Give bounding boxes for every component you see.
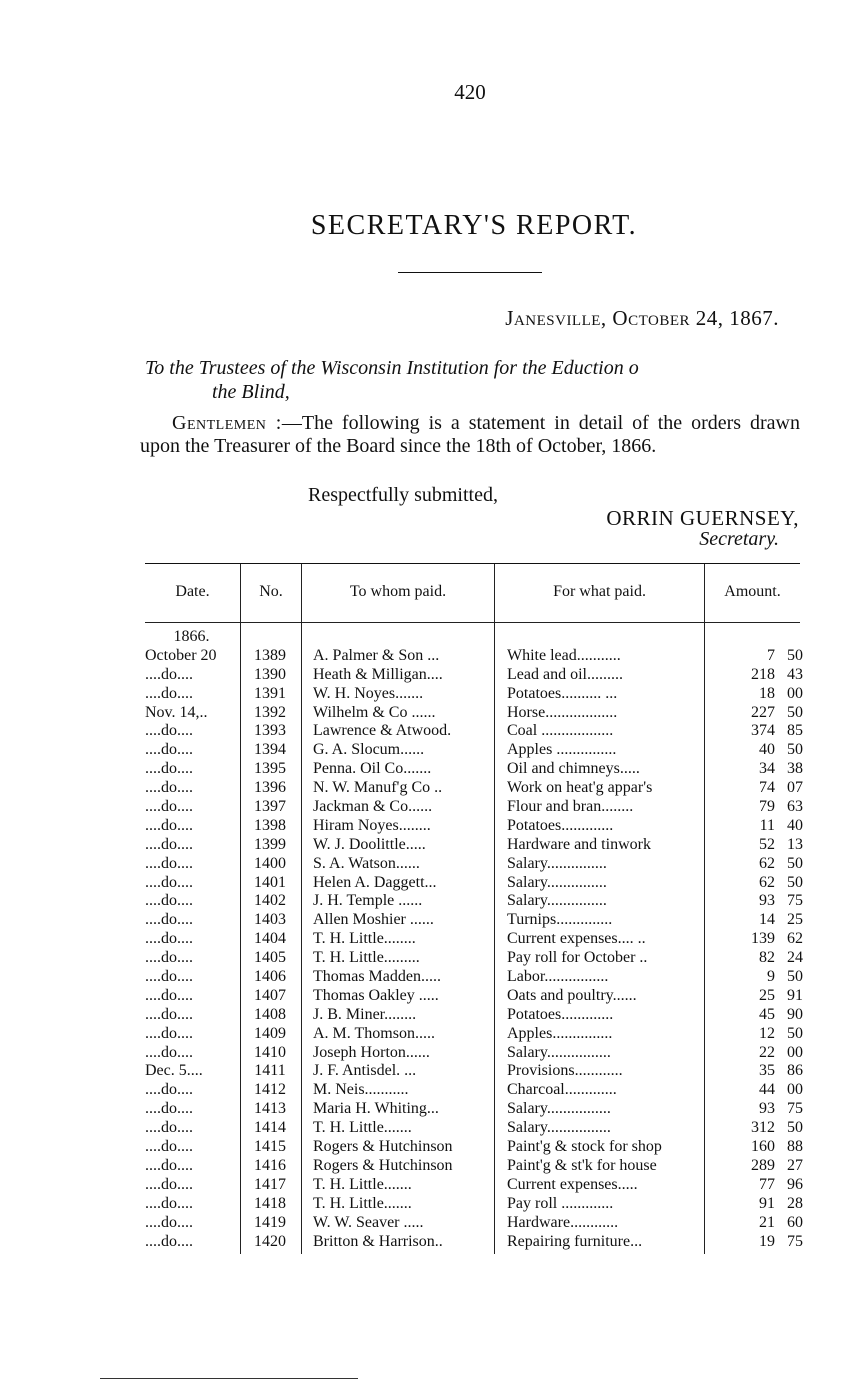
cell-purpose: Oats and poultry...... <box>507 986 637 1004</box>
table-row <box>145 930 803 949</box>
header-for-what: For what paid. <box>553 583 646 600</box>
cell-dollars: 35 <box>759 1062 775 1080</box>
table-row <box>145 1062 803 1081</box>
cell-purpose: Salary................ <box>507 1119 611 1137</box>
cell-cents: 50 <box>787 646 803 664</box>
cell-no: 1400 <box>254 854 286 872</box>
cell-cents: 85 <box>787 722 803 740</box>
cell-no: 1410 <box>254 1043 286 1061</box>
table-row <box>145 1100 803 1119</box>
cell-date: ....do.... <box>145 722 193 740</box>
table-row <box>145 1175 803 1195</box>
cell-purpose: Repairing furniture... <box>507 1232 643 1250</box>
cell-dollars: 218 <box>751 665 775 683</box>
cell-payee: J. F. Antisdel. ... <box>313 1062 417 1080</box>
cell-purpose: Paint'g & stock for shop <box>507 1138 662 1156</box>
cell-dollars: 74 <box>759 779 775 797</box>
cell-dollars: 93 <box>759 892 775 910</box>
cell-purpose: Oil and chimneys..... <box>507 760 640 778</box>
cell-dollars: 77 <box>759 1175 775 1193</box>
table-row <box>145 741 803 760</box>
table-row <box>145 854 803 874</box>
address-line-1: To the Trustees of the Wisconsin Institution for the Educti‌on o <box>145 357 639 379</box>
cell-date: ....do.... <box>145 949 193 967</box>
cell-no: 1413 <box>254 1100 286 1118</box>
table-row <box>145 665 803 685</box>
cell-dollars: 62 <box>759 854 775 872</box>
salutation-text: —The following is a statement in detail of the orders drawn upon the Treasurer of the Board since the 18th of October, 1866. <box>140 412 800 457</box>
header-rule <box>145 622 800 623</box>
cell-no: 1392 <box>254 703 286 721</box>
table-row <box>145 1119 803 1138</box>
cell-date: ....do.... <box>145 1138 193 1156</box>
cell-date: ....do.... <box>145 1043 193 1061</box>
cell-dollars: 14 <box>759 911 775 929</box>
cell-purpose: Lead and oil......... <box>507 665 623 683</box>
cell-date: ....do.... <box>145 854 193 872</box>
cell-no: 1417 <box>254 1175 286 1193</box>
year-row <box>145 628 800 647</box>
cell-no: 1418 <box>254 1194 286 1212</box>
cell-no: 1389 <box>254 646 286 664</box>
cell-date: ....do.... <box>145 1213 193 1231</box>
cell-no: 1403 <box>254 911 286 929</box>
table-row <box>145 1232 803 1252</box>
cell-no: 1408 <box>254 1005 286 1023</box>
cell-date: ....do.... <box>145 968 193 986</box>
cell-dollars: 82 <box>759 949 775 967</box>
address-block <box>145 356 795 404</box>
cell-payee: G. A. Slocum...... <box>313 741 425 759</box>
cell-dollars: 289 <box>751 1156 775 1174</box>
cell-dollars: 62 <box>759 873 775 891</box>
table-row <box>145 722 803 741</box>
cell-payee: S. A. Watson...... <box>313 854 420 872</box>
header-no: No. <box>259 583 283 600</box>
cell-no: 1391 <box>254 684 286 702</box>
cell-cents: 50 <box>787 1119 803 1137</box>
cell-date: ....do.... <box>145 1194 193 1212</box>
cell-cents: 00 <box>787 1081 803 1099</box>
cell-cents: 38 <box>787 760 803 778</box>
cell-dollars: 34 <box>759 760 775 778</box>
cell-date: ....do.... <box>145 1156 193 1174</box>
cell-payee: Rogers & Hutchinson <box>313 1138 453 1156</box>
page-title: SECRETARY'S REPORT. <box>310 210 638 241</box>
cell-dollars: 312 <box>751 1119 775 1137</box>
cell-date: ....do.... <box>145 1081 193 1099</box>
year-label: 1866. <box>173 628 210 645</box>
cell-no: 1405 <box>254 949 286 967</box>
cell-no: 1419 <box>254 1213 286 1231</box>
header-to-whom: To whom paid. <box>349 583 447 600</box>
cell-no: 1395 <box>254 760 286 778</box>
cell-cents: 43 <box>787 665 803 683</box>
cell-payee: J. H. Temple ...... <box>313 892 423 910</box>
closing-line: Respectfully submitted, <box>308 484 498 506</box>
cell-no: 1398 <box>254 816 286 834</box>
cell-date: ....do.... <box>145 760 193 778</box>
table-row <box>145 1024 803 1044</box>
cell-payee: A. M. Thomson..... <box>313 1024 435 1042</box>
cell-purpose: Flour and bran........ <box>507 798 634 816</box>
cell-cents: 91 <box>787 986 803 1004</box>
header-amount: Amount. <box>724 583 781 600</box>
cell-date: ....do.... <box>145 911 193 929</box>
cell-payee: J. B. Miner........ <box>313 1005 417 1023</box>
cell-no: 1399 <box>254 835 286 853</box>
cell-dollars: 21 <box>759 1213 775 1231</box>
cell-purpose: Salary............... <box>507 892 607 910</box>
cell-payee: T. H. Little....... <box>313 1175 412 1193</box>
cell-date: ....do.... <box>145 1119 193 1137</box>
cell-payee: Lawrence & Atwood. <box>313 722 452 740</box>
cell-cents: 50 <box>787 703 803 721</box>
cell-purpose: Labor................ <box>507 968 609 986</box>
cell-cents: 88 <box>787 1138 803 1156</box>
cell-payee: Britton & Harrison.. <box>313 1232 443 1250</box>
cell-dollars: 11 <box>759 816 775 834</box>
cell-purpose: White lead........... <box>507 646 621 664</box>
cell-no: 1396 <box>254 779 286 797</box>
cell-payee: M. Neis........... <box>313 1081 409 1099</box>
cell-dollars: 45 <box>759 1005 775 1023</box>
cell-dollars: 9 <box>767 968 775 986</box>
cell-purpose: Pay roll for October .. <box>507 949 648 967</box>
cell-cents: 28 <box>787 1194 803 1212</box>
cell-no: 1412 <box>254 1081 286 1099</box>
cell-no: 1397 <box>254 798 286 816</box>
table-row <box>145 779 803 798</box>
cell-purpose: Potatoes.......... ... <box>507 684 618 702</box>
table-row <box>145 1081 803 1100</box>
cell-payee: T. H. Little....... <box>313 1194 412 1212</box>
cell-purpose: Turnips.............. <box>507 911 613 929</box>
cell-dollars: 40 <box>759 741 775 759</box>
cell-dollars: 79 <box>759 798 775 816</box>
cell-no: 1415 <box>254 1138 286 1156</box>
cell-cents: 50 <box>787 968 803 986</box>
cell-cents: 75 <box>787 1100 803 1118</box>
cell-date: ....do.... <box>145 816 193 834</box>
cell-purpose: Pay roll ............. <box>507 1194 614 1212</box>
cell-cents: 62 <box>787 930 803 948</box>
table-row <box>145 949 803 968</box>
cell-no: 1393 <box>254 722 286 740</box>
table-row <box>145 684 803 704</box>
cell-purpose: Work on heat'g appar's <box>507 779 653 797</box>
cell-dollars: 91 <box>759 1194 775 1212</box>
cell-date: ....do.... <box>145 1175 193 1193</box>
header-date: Date. <box>175 583 210 600</box>
cell-cents: 75 <box>787 1232 803 1250</box>
table-row <box>145 646 803 666</box>
cell-dollars: 25 <box>759 986 775 1004</box>
table-body <box>145 628 803 1251</box>
cell-no: 1401 <box>254 873 286 891</box>
orders-table <box>145 563 803 1254</box>
title-divider <box>398 272 542 273</box>
cell-date: ....do.... <box>145 986 193 1004</box>
cell-cents: 50 <box>787 854 803 872</box>
cell-no: 1420 <box>254 1232 286 1250</box>
table-row <box>145 1194 803 1214</box>
cell-purpose: Paint'g & st'k for house <box>507 1156 657 1174</box>
cell-no: 1402 <box>254 892 286 910</box>
cell-payee: Rogers & Hutchinson <box>313 1156 453 1174</box>
signer-title: Secretary. <box>699 528 779 550</box>
cell-cents: 40 <box>787 816 803 834</box>
cell-date: Dec. 5.... <box>145 1062 203 1080</box>
cell-purpose: Provisions............ <box>507 1062 623 1080</box>
footer-rule <box>100 1378 358 1379</box>
cell-cents: 07 <box>787 779 803 797</box>
table-row <box>145 968 803 987</box>
dateline: Janesville, October 24, 1867. <box>505 306 779 330</box>
cell-dollars: 7 <box>767 646 775 664</box>
cell-purpose: Potatoes............. <box>507 1005 614 1023</box>
table-row <box>145 911 803 930</box>
cell-payee: W. J. Doolittle..... <box>313 835 426 853</box>
cell-cents: 27 <box>787 1156 803 1174</box>
cell-no: 1390 <box>254 665 286 683</box>
signer-name: ORRIN GUERNSEY, <box>606 506 799 530</box>
cell-payee: Wilhelm & Co ...... <box>313 703 436 721</box>
cell-date: ....do.... <box>145 1232 193 1250</box>
cell-cents: 00 <box>787 1043 803 1061</box>
cell-no: 1416 <box>254 1156 286 1174</box>
cell-date: ....do.... <box>145 1005 193 1023</box>
cell-date: ....do.... <box>145 798 193 816</box>
cell-dollars: 19 <box>759 1232 775 1250</box>
cell-payee: W. H. Noyes....... <box>313 684 424 702</box>
cell-purpose: Salary................ <box>507 1043 611 1061</box>
cell-payee: Joseph Horton...... <box>313 1043 430 1061</box>
page-number: 420 <box>454 80 486 104</box>
cell-date: ....do.... <box>145 1100 193 1118</box>
cell-payee: Thomas Oakley ..... <box>313 986 439 1004</box>
cell-purpose: Horse.................. <box>507 703 618 721</box>
table-row <box>145 1138 803 1157</box>
table-row <box>145 835 803 855</box>
cell-date: ....do.... <box>145 779 193 797</box>
cell-payee: T. H. Little........ <box>313 930 416 948</box>
cell-payee: W. W. Seaver ..... <box>313 1213 424 1231</box>
cell-date: ....do.... <box>145 741 193 759</box>
cell-cents: 75 <box>787 892 803 910</box>
cell-no: 1411 <box>254 1062 286 1080</box>
cell-dollars: 18 <box>759 684 775 702</box>
cell-no: 1394 <box>254 741 286 759</box>
cell-no: 1404 <box>254 930 286 948</box>
cell-no: 1407 <box>254 986 286 1004</box>
cell-purpose: Current expenses..... <box>507 1175 638 1193</box>
cell-payee: N. W. Manuf'g Co .. <box>313 779 443 797</box>
table-row <box>145 703 803 723</box>
cell-date: ....do.... <box>145 1024 193 1042</box>
table-row <box>145 1213 803 1233</box>
cell-purpose: Salary............... <box>507 854 607 872</box>
address-line-2: the Blind, <box>212 381 290 403</box>
cell-dollars: 12 <box>759 1024 775 1042</box>
cell-cents: 96 <box>787 1175 803 1193</box>
cell-cents: 24 <box>787 949 803 967</box>
cell-date: ....do.... <box>145 684 193 702</box>
table-row <box>145 816 803 836</box>
cell-payee: Jackman & Co...... <box>313 798 433 816</box>
cell-cents: 25 <box>787 911 803 929</box>
cell-dollars: 44 <box>759 1081 775 1099</box>
table-row <box>145 1005 803 1025</box>
cell-cents: 63 <box>787 798 803 816</box>
cell-cents: 86 <box>787 1062 803 1080</box>
cell-payee: A. Palmer & Son ... <box>313 646 440 664</box>
cell-date: ....do.... <box>145 665 193 683</box>
cell-no: 1409 <box>254 1024 286 1042</box>
cell-dollars: 22 <box>759 1043 775 1061</box>
cell-dollars: 374 <box>751 722 775 740</box>
cell-date: ....do.... <box>145 873 193 891</box>
cell-cents: 60 <box>787 1213 803 1231</box>
salutation-greeting: Gentlemen : <box>172 412 282 434</box>
cell-purpose: Apples............... <box>507 1024 613 1042</box>
cell-cents: 90 <box>787 1005 803 1023</box>
cell-payee: Thomas Madden..... <box>313 968 441 986</box>
cell-dollars: 139 <box>751 930 775 948</box>
table-row <box>145 986 803 1006</box>
cell-date: Nov. 14,.. <box>145 703 208 721</box>
cell-payee: T. H. Little......... <box>313 949 420 967</box>
cell-date: ....do.... <box>145 892 193 910</box>
cell-purpose: Hardware and tinwork <box>507 835 651 853</box>
cell-date: ....do.... <box>145 930 193 948</box>
table-row <box>145 1156 803 1176</box>
cell-payee: Allen Moshier ...... <box>313 911 434 929</box>
cell-purpose: Coal .................. <box>507 722 614 740</box>
cell-purpose: Apples ............... <box>507 741 617 759</box>
table-row <box>145 873 803 893</box>
table-row <box>145 798 803 817</box>
cell-purpose: Potatoes............. <box>507 816 614 834</box>
cell-purpose: Salary................ <box>507 1100 611 1118</box>
cell-purpose: Charcoal............. <box>507 1081 617 1099</box>
cell-payee: Hiram Noyes........ <box>313 816 431 834</box>
cell-no: 1414 <box>254 1119 286 1137</box>
cell-cents: 50 <box>787 741 803 759</box>
cell-purpose: Salary............... <box>507 873 607 891</box>
cell-dollars: 93 <box>759 1100 775 1118</box>
cell-payee: Helen A. Daggett... <box>313 873 437 891</box>
cell-payee: Heath & Milligan.... <box>313 665 443 683</box>
cell-cents: 13 <box>787 835 803 853</box>
cell-date: ....do.... <box>145 835 193 853</box>
cell-purpose: Hardware............ <box>507 1213 619 1231</box>
table-row <box>145 1043 803 1063</box>
table-row <box>145 760 803 779</box>
cell-payee: T. H. Little....... <box>313 1119 412 1137</box>
salutation-paragraph <box>140 412 800 458</box>
cell-no: 1406 <box>254 968 286 986</box>
cell-dollars: 227 <box>751 703 775 721</box>
cell-payee: Maria H. Whiting... <box>313 1100 439 1118</box>
cell-purpose: Current expenses.... .. <box>507 930 646 948</box>
cell-dollars: 160 <box>751 1138 775 1156</box>
cell-date: October 20 <box>145 646 217 664</box>
cell-cents: 50 <box>787 873 803 891</box>
cell-dollars: 52 <box>759 835 775 853</box>
cell-cents: 00 <box>787 684 803 702</box>
cell-payee: Penna. Oil Co....... <box>313 760 432 778</box>
cell-cents: 50 <box>787 1024 803 1042</box>
table-row <box>145 892 803 911</box>
